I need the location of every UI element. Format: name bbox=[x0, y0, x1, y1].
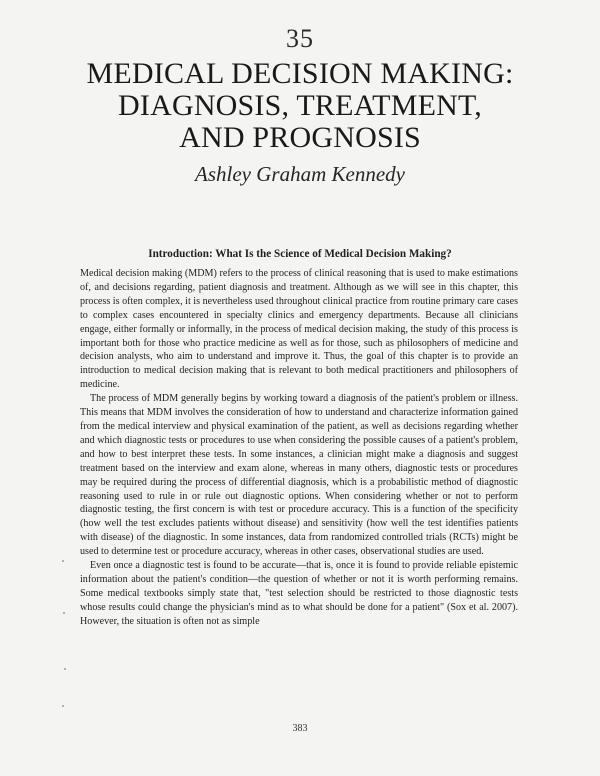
chapter-title-line: DIAGNOSIS, TREATMENT, bbox=[118, 89, 482, 122]
scan-mark bbox=[62, 705, 64, 707]
chapter-title-line: AND PROGNOSIS bbox=[179, 121, 421, 154]
chapter-number: 35 bbox=[286, 24, 314, 53]
chapter-title bbox=[0, 58, 600, 154]
scan-mark bbox=[64, 668, 66, 670]
paragraph: Medical decision making (MDM) refers to the process of clinical reasoning that is used to make estimations of, and decisions regarding, patient diagnosis and treatment. Although as we will see in this chapter, this process is often complex, it is nevertheless used throughout clinical practice from routine primary care cases to complex cases encountered in specialty clinics and emergency departments. Because all clinicians engage, either formally or informally, in the process of medical decision making, the study of this process is important both for those who practice medicine as well as for those, such as philosophers of medicine and decision analysts, who aim to understand and improve it. Thus, the goal of this chapter is to provide an introduction to medical decision making that is relevant to both medical practitioners and philosophers of medicine. bbox=[80, 268, 518, 391]
section-heading: Introduction: What Is the Science of Medical Decision Making? bbox=[148, 248, 452, 260]
scan-mark bbox=[62, 560, 64, 562]
scan-mark bbox=[63, 612, 65, 614]
body-text bbox=[80, 267, 518, 629]
chapter-author: Ashley Graham Kennedy bbox=[195, 162, 405, 186]
paragraph: Even once a diagnostic test is found to be accurate—that is, once it is found to provide reliable epistemic information about the patient's condition—the question of whether or not it is worth performing remains. Some medical textbooks simply state that, "test selection should be restricted to those diagnostic tests whose results could change the physician's mind as to what should be done for a patient" (Sox et al. 2007). However, the situation is often not as simple bbox=[80, 560, 518, 627]
paragraph: The process of MDM generally begins by working toward a diagnosis of the patient's problem or illness. This means that MDM involves the consideration of how to understand and characterize information gained from the medical interview and physical examination of the patient, as well as decisions regarding whether and which diagnostic tests or procedures to use when considering the possible causes of a patient's problem, and how to best interpret these tests. In some instances, a clinician might make a diagnosis and suggest treatment based on the interview and exam alone, whereas in many others, diagnostic tests or procedures may be required during the process of differential diagnosis, which is a probabilistic method of diagnostic reasoning used to rule in or rule out diagnostic options. When considering whether or not to perform diagnostic testing, the first concern is with test or procedure accuracy. This is a function of the specificity (how well the test excludes patients without disease) and sensitivity (how well the test identifies patients with disease) of the diagnostic. In some instances, data from randomized controlled trials (RCTs) might be used to determine test or procedure accuracy, whereas in other cases, observational studies are used. bbox=[80, 393, 518, 558]
chapter-title-line: MEDICAL DECISION MAKING: bbox=[86, 57, 514, 90]
page-number: 383 bbox=[292, 723, 308, 734]
